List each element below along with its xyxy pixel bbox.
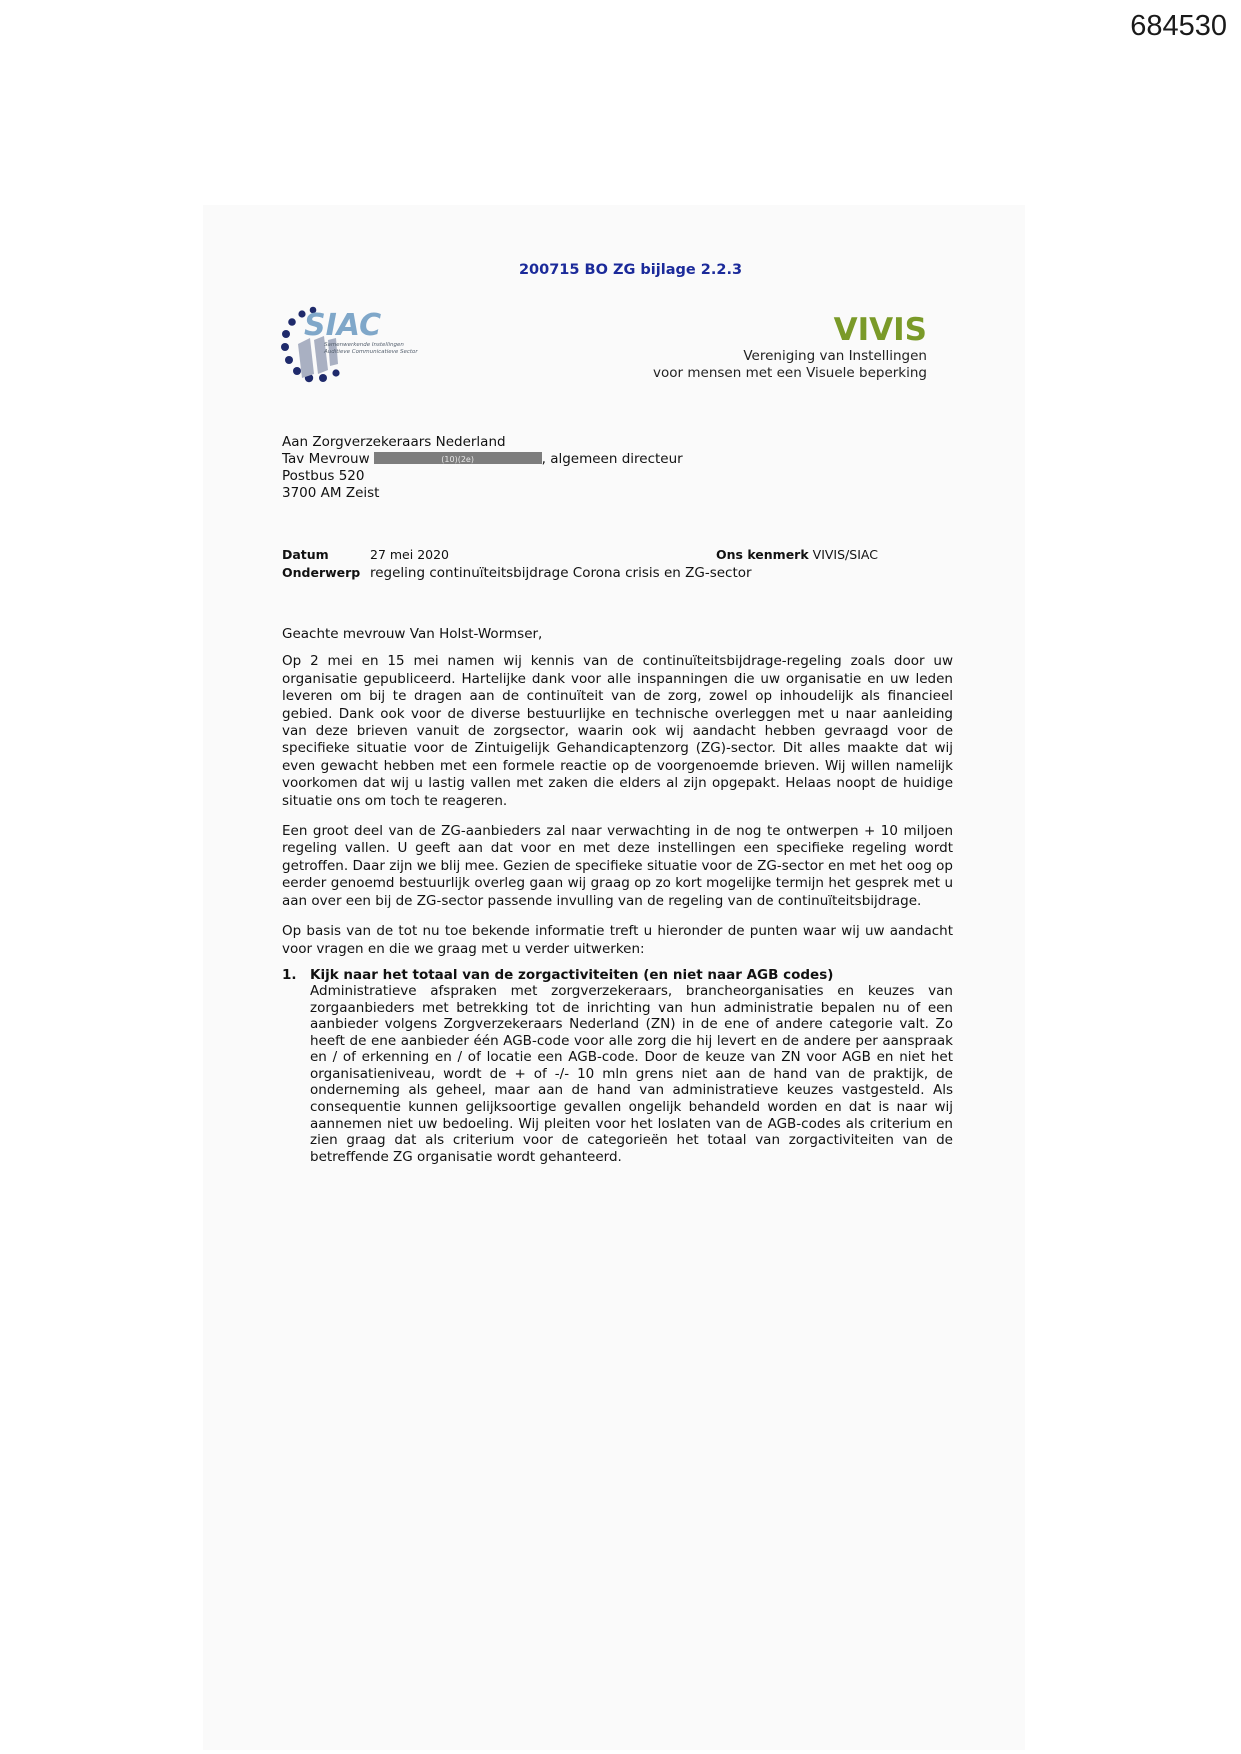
redaction-code: (10)(2e) xyxy=(441,455,474,464)
siac-subtitle-2: Auditieve Communicatieve Sector xyxy=(324,349,418,355)
siac-wordmark: SIAC xyxy=(304,308,382,343)
paragraph-2: Een groot deel van de ZG-aanbieders zal naar verwachting in de nog te ontwerpen + 10 miljoen regeling vallen. U geeft aan dat voor en met deze instellingen een specifieke regeling wordt getroffen. Daar zijn we blij mee. Gezien de specifieke situatie voor de ZG-sector en met het oog op eerder genoemd bestuurlijk overleg gaan wij graag op zo kort mogelijke termijn het gesprek met u aan over een bij de ZG-sector passende invulling van de regeling van de continuïteitsbijdrage. xyxy=(282,823,953,909)
point-1 xyxy=(282,967,953,1166)
point-1-number: 1. xyxy=(282,966,297,983)
vivis-logo-title: VIVIS xyxy=(833,312,927,348)
onderwerp-value: regeling continuïteitsbijdrage Corona crisis en ZG-sector xyxy=(370,565,752,581)
address-line-2 xyxy=(282,451,683,468)
redaction-box xyxy=(374,452,542,464)
address-role: , algemeen directeur xyxy=(541,451,683,467)
paragraph-1: Op 2 mei en 15 mei namen wij kennis van de continuïteitsbijdrage-regeling zoals door uw organisatie gepubliceerd. Hartelijke dank voor alle inspanningen die uw organisatie en uw leden leveren om bij te dragen aan de continuïteit van de zorg, zowel op inhoudelijk als financieel gebied. Dank ook voor de diverse bestuurlijke en technische overleggen met u naar aanleiding van deze brieven vanuit de zorgsector, waarin ook wij aandacht hebben gevraagd voor de specifieke situatie voor de Zintuigelijk Gehandicaptenzorg (ZG)-sector. Dit alles maakte dat wij even gewacht hebben met een formele reactie op de voorgenoemde brieven. Wij willen namelijk voorkomen dat wij u lastig vallen met zaken die elders al zijn opgepakt. Helaas noopt de huidige situatie ons om toch te reageren. xyxy=(282,653,953,809)
attachment-reference: 200715 BO ZG bijlage 2.2.3 xyxy=(518,262,743,278)
address-line-1: Aan Zorgverzekeraars Nederland xyxy=(282,434,506,450)
document-number: 684530 xyxy=(1130,10,1227,42)
datum-label: Datum xyxy=(282,547,329,562)
onderwerp-label: Onderwerp xyxy=(282,565,361,580)
siac-subtitle-1: Samenwerkende Instellingen xyxy=(324,342,404,348)
recipient-address xyxy=(282,434,683,502)
address-line-4: 3700 AM Zeist xyxy=(282,485,380,501)
meta-kenmerk xyxy=(716,546,878,563)
datum-value: 27 mei 2020 xyxy=(370,547,450,562)
point-1-content xyxy=(310,967,953,1166)
salutation: Geachte mevrouw Van Holst-Wormser, xyxy=(282,626,543,642)
letter-meta xyxy=(282,546,942,582)
point-1-heading: Kijk naar het totaal van de zorgactiviteiten (en niet naar AGB codes) xyxy=(310,966,834,983)
vivis-letterhead xyxy=(600,312,927,382)
kenmerk-value: VIVIS/SIAC xyxy=(812,547,878,562)
letter-body xyxy=(282,626,953,1165)
address-tav: Tav Mevrouw xyxy=(282,451,370,467)
point-1-text: Administratieve afspraken met zorgverzekeraars, brancheorganisaties en keuzes van zorgaanbieders met betrekking tot de inrichting van hun administratie bepalen nu of een aanbieder volgens Zorgverzekeraars Nederland (ZN) in de ene of andere categorie valt. Zo heeft de ene aanbieder één AGB-code voor alle zorg die hij levert en de andere per aanspraak en / of erkenning en / of locatie een AGB-code. Door de keuze van ZN voor AGB en niet het organisatieniveau, wordt de + of -/- 10 mln grens niet aan de hand van de praktijk, de onderneming als geheel, maar aan de hand van administratieve keuzes vastgesteld. Als consequentie kunnen gelijksoortige gevallen ongelijk behandeld worden en dat is naar wij aannemen niet uw bedoeling. Wij pleiten voor het loslaten van de AGB-codes als criterium en zien graag dat als criterium voor de categorieën het totaal van zorgactiviteiten van de betreffende ZG organisatie wordt gehanteerd. xyxy=(310,982,953,1165)
kenmerk-label: Ons kenmerk xyxy=(716,547,809,562)
meta-subject-row xyxy=(282,564,942,582)
vivis-tagline-2: voor mensen met een Visuele beperking xyxy=(653,365,927,381)
paragraph-3: Op basis van de tot nu toe bekende informatie treft u hieronder de punten waar wij uw aandacht voor vragen en die we graag met u verder uitwerken: xyxy=(282,923,953,957)
address-line-3: Postbus 520 xyxy=(282,468,365,484)
siac-logo xyxy=(280,304,460,386)
vivis-tagline-1: Vereniging van Instellingen xyxy=(743,348,927,364)
